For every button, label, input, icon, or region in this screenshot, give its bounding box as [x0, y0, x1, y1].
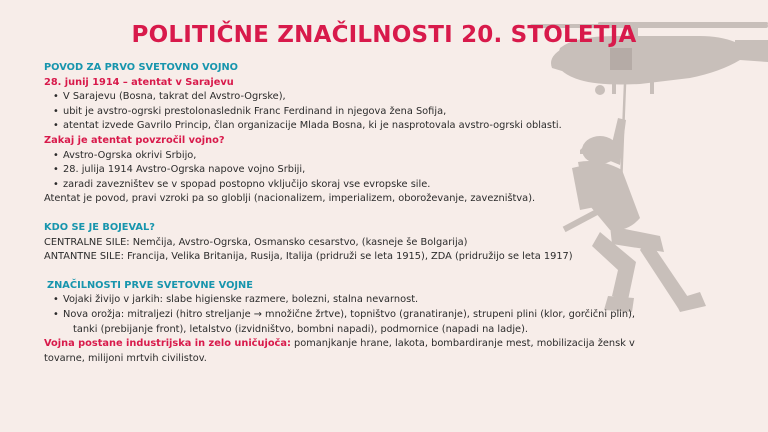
bullet-icon: • — [53, 294, 59, 306]
list-item: • Nova orožja: mitraljezi (hitro streljanje → množične žrtve), topništvo (granatiranje), strupeni plini (klor, gorčični plin), — [44, 308, 724, 323]
list-item: • Avstro-Ogrska okrivi Srbijo, — [44, 149, 724, 164]
industrial-war-line — [44, 337, 724, 352]
list-item: • atentat izvede Gavrilo Princip, član organizacije Mlada Bosna, ki je nasprotovala avstro-ogrski oblasti. — [44, 119, 724, 134]
bullet-icon: • — [53, 149, 59, 161]
section-heading-belligerents: KDO SE JE BOJEVAL? — [44, 221, 155, 233]
assassination-date-line: 28. junij 1914 – atentat v Sarajevu — [44, 76, 234, 88]
conclusion-line: Atentat je povod, pravi vzroki pa so globlji (nacionalizem, imperializem, oboroževanje, zavezništva). — [44, 193, 536, 205]
industrial-war-label: Vojna postane industrijska in zelo uničujoča: — [44, 338, 291, 350]
industrial-war-text-continued: tovarne, milijoni mrtvih civilistov. — [44, 352, 207, 364]
list-item: • Vojaki živijo v jarkih: slabe higienske razmere, bolezni, stalna nevarnost. — [44, 293, 724, 308]
content-body — [44, 61, 724, 366]
list-item: • V Sarajevu (Bosna, takrat del Avstro-Ogrske), — [44, 90, 724, 105]
section-heading-characteristics: ZNAČILNOSTI PRVE SVETOVNE VOJNE — [47, 279, 253, 291]
bullet-icon: • — [53, 91, 59, 103]
question-line: Zakaj je atentat povzročil vojno? — [44, 134, 225, 146]
list-item-continuation: tanki (prebijanje front), letalstvo (izvidništvo, bombni napadi), podmornice (napadi na ladje). — [73, 323, 529, 335]
industrial-war-text: pomanjkanje hrane, lakota, bombardiranje mest, mobilizacija žensk v — [290, 338, 635, 350]
list-item: • zaradi zavezništev se v spopad postopno vključijo skoraj vse evropske sile. — [44, 178, 724, 193]
bullet-icon: • — [53, 164, 59, 176]
list-item: • ubit je avstro-ogrski prestolonaslednik Franc Ferdinand in njegova žena Sofija, — [44, 105, 724, 120]
central-powers-line: CENTRALNE SILE: Nemčija, Avstro-Ogrska, Osmansko cesarstvo, (kasneje še Bolgarija) — [44, 236, 468, 248]
bullet-icon: • — [53, 105, 59, 117]
section-heading-cause: POVOD ZA PRVO SVETOVNO VOJNO — [44, 62, 239, 73]
bullet-icon: • — [53, 178, 59, 190]
bullet-icon: • — [53, 308, 59, 320]
list-item: • 28. julija 1914 Avstro-Ogrska napove vojno Srbiji, — [44, 163, 724, 178]
entente-powers-line: ANTANTNE SILE: Francija, Velika Britanija, Rusija, Italija (pridruži se leta 1915), ZDA (pridružijo se leta 1917) — [44, 251, 573, 263]
bullet-icon: • — [53, 120, 59, 132]
page-title: POLITIČNE ZNAČILNOSTI 20. STOLETJA — [131, 22, 637, 48]
